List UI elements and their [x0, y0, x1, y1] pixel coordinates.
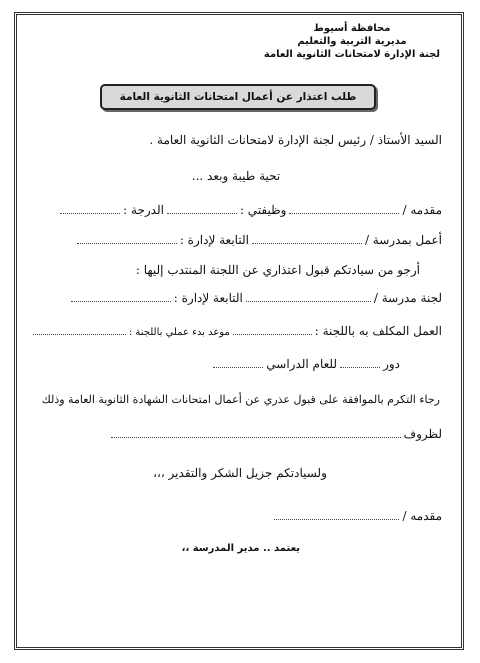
applicant-label: مقدمه /: [402, 203, 442, 217]
form-title: طلب اعتذار عن أعمال امتحانات الثانوية العامة: [100, 84, 376, 110]
job-field[interactable]: [167, 203, 237, 214]
semester-field[interactable]: [340, 357, 380, 368]
assigned-work-field[interactable]: [233, 324, 312, 335]
school-row: [30, 232, 442, 248]
year-label: للعام الدراسي: [266, 357, 338, 371]
semester-label: دور: [383, 357, 400, 371]
applicant-name-field[interactable]: [289, 203, 399, 214]
addressee-line: [30, 132, 442, 148]
signature-label: مقدمه /: [402, 509, 442, 523]
assigned-work-label: العمل المكلف به باللجنة :: [314, 324, 442, 338]
affiliation-field-1[interactable]: [77, 233, 177, 244]
arrival-label: موعد بدء عملي باللجنة :: [128, 327, 230, 338]
appeal-line-2: [30, 426, 442, 442]
appeal-text-2: لظروف: [403, 427, 442, 441]
school-field[interactable]: [252, 233, 362, 244]
letterhead: [264, 22, 440, 61]
affiliation-field-2[interactable]: [71, 291, 171, 302]
greeting-text: تحية طيبة وبعد ...: [191, 169, 281, 183]
grade-field[interactable]: [60, 203, 120, 214]
governorate-label: محافظة أسيوط: [313, 23, 391, 34]
assigned-work-row: [30, 323, 442, 341]
grade-label: الدرجة :: [123, 203, 164, 217]
semester-row: [30, 356, 400, 372]
signature-field[interactable]: [274, 509, 399, 520]
committee-school-label: لجنة مدرسة /: [373, 291, 442, 305]
greeting-line: [30, 168, 442, 184]
closing-text: ولسيادتكم جزيل الشكر والتقدير ،،،: [153, 466, 327, 480]
appeal-line-1: [30, 392, 440, 408]
applicant-row: [30, 202, 442, 218]
request-line: [30, 262, 420, 278]
committee-school-field[interactable]: [246, 291, 371, 302]
school-label: أعمل بمدرسة /: [364, 233, 442, 247]
request-text: أرجو من سيادتكم قبول اعتذاري عن اللجنة المنتدب إليها :: [135, 263, 420, 277]
year-field[interactable]: [213, 357, 263, 368]
signature-row: [40, 508, 442, 524]
directorate-label: مديرية التربية والتعليم: [297, 36, 407, 47]
affiliation-label-2: التابعة لإدارة :: [173, 291, 243, 305]
appeal-text-1: رجاء التكرم بالموافقة على قبول عذري عن أعمال امتحانات الشهادة الثانوية العامة وذلك: [41, 393, 440, 406]
committee-school-row: [30, 290, 442, 306]
approval-line: [30, 541, 300, 557]
arrival-field[interactable]: [33, 324, 126, 335]
addressee-text: السيد الأستاذ / رئيس لجنة الإدارة لامتحانات الثانوية العامة .: [149, 133, 442, 147]
closing-line: [120, 465, 360, 481]
job-label: وظيفتي :: [239, 203, 287, 217]
reason-field[interactable]: [111, 427, 401, 438]
approval-text: يعتمد .. مدير المدرسة ،،: [181, 543, 300, 554]
committee-label: لجنة الإدارة لامتحانات الثانوية العامة: [263, 49, 440, 60]
affiliation-label-1: التابعة لإدارة :: [179, 233, 249, 247]
